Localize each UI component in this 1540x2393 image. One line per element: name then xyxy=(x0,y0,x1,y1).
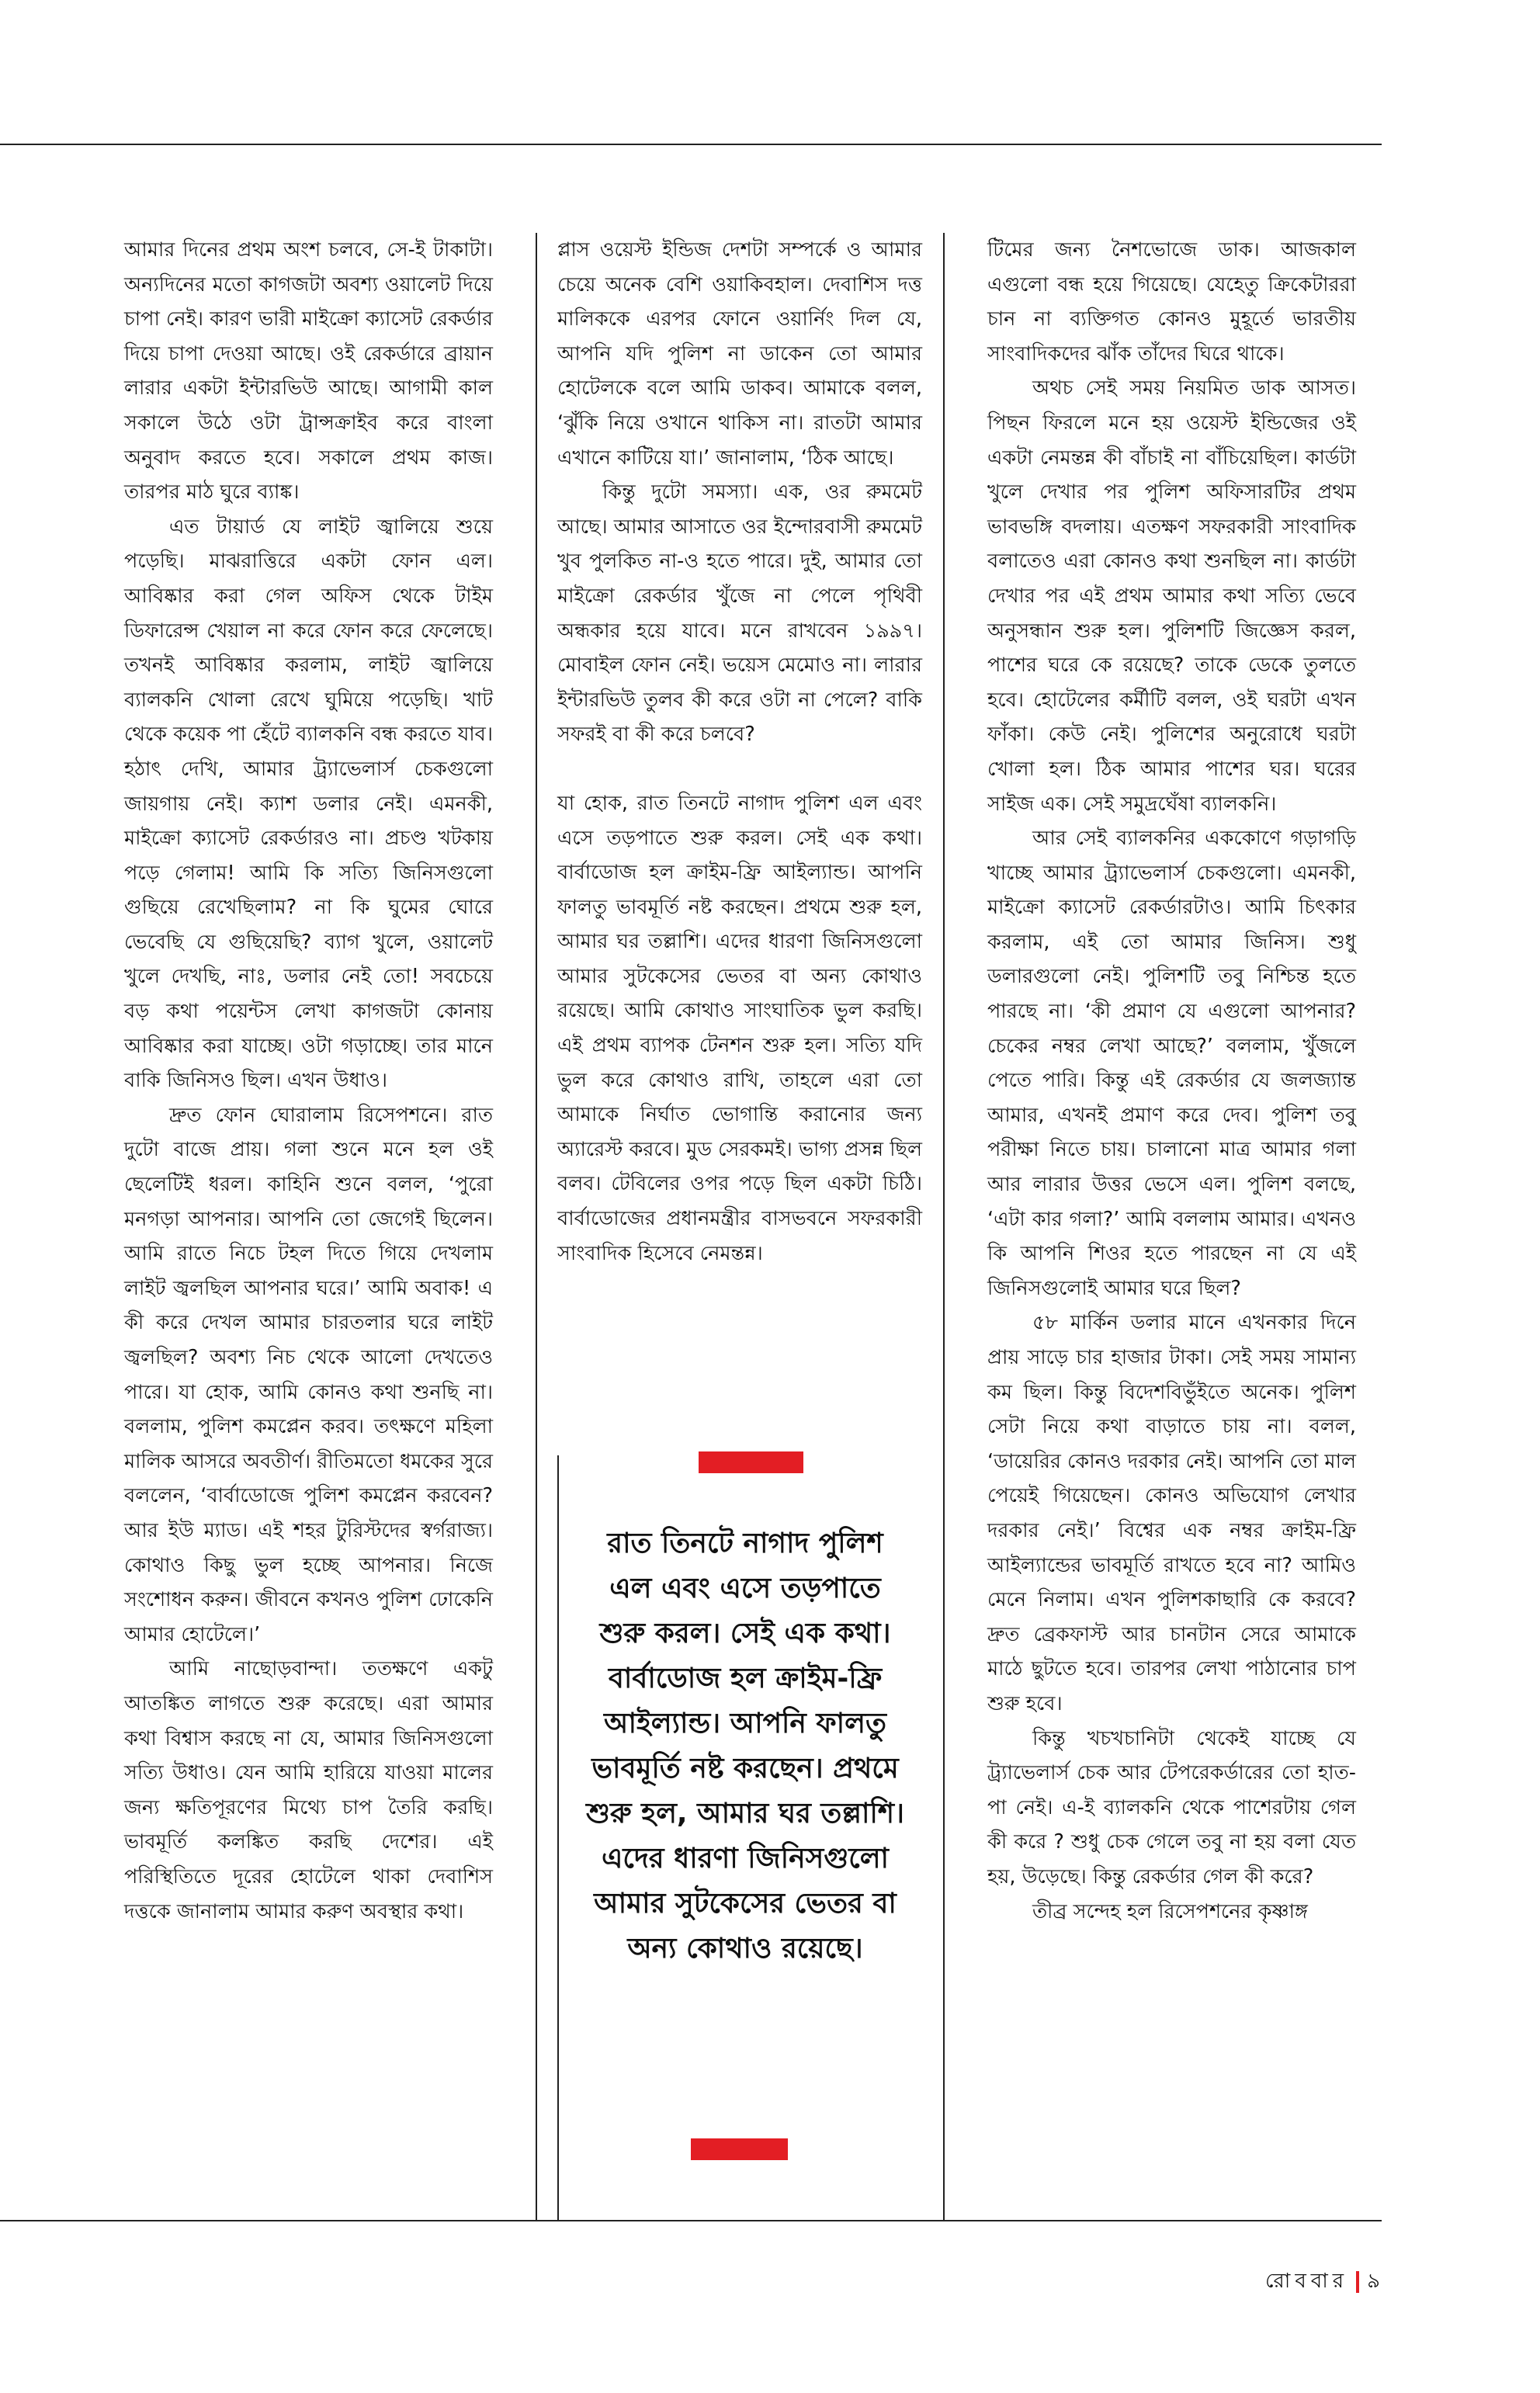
article-column-1 xyxy=(124,233,493,1929)
pull-quote: রাত তিনটে নাগাদ পুলিশ এল এবং এসে তড়পাতে শুরু করল। সেই এক কথা। বার্বাডোজ হল ক্রাইম-ফ্রি আইল্যান্ড। আপনি ফালতু ভাবমূর্তি নষ্ট করছেন। প্রথমে শুরু হল, আমার ঘর তল্লাশি। এদের ধারণা জিনিসগুলো আমার সুটকেসের ভেতর বা অন্য কোথাও রয়েছে। xyxy=(586,1528,904,1965)
paragraph: তীব্র সন্দেহ হল রিসেপশনের কৃষ্ণাঙ্গ xyxy=(1032,1899,1308,1923)
paragraph: আমার দিনের প্রথম অংশ চলবে, সে-ই টাকাটা। অন্যদিনের মতো কাগজটা অবশ্য ওয়ালেট দিয়ে চাপা নেই। কারণ ভারী মাইক্রো ক্যাসেট রেকর্ডার দিয়ে চাপা দেওয়া আছে। ওই রেকর্ডারে ব্রায়ান লারার একটা ইন্টারভিউ আছে। আগামী কাল সকালে উঠে ওটা ট্রান্সক্রাইব করে বাংলা অনুবাদ করতে হবে। সকালে প্রথম কাজ। তারপর মাঠ ঘুরে ব্যাঙ্ক। xyxy=(124,238,493,505)
page-number: ৯ xyxy=(1367,2270,1385,2293)
paragraph: কিন্তু খচখচানিটা থেকেই যাচ্ছে যে ট্র্যাভেলার্স চেক আর টেপরেকর্ডারের তো হাত-পা নেই। এ-ই ব্যালকনি থেকে পাশেরটায় গেল কী করে ? শুধু চেক গেলে তবু না হয় বলা যেত হয়, উড়েছে। কিন্তু রেকর্ডার গেল কী করে? xyxy=(987,1726,1356,1888)
top-rule xyxy=(0,144,1382,145)
paragraph: ৫৮ মার্কিন ডলার মানে এখনকার দিনে প্রায় সাড়ে চার হাজার টাকা। সেই সময় সামান্য কম ছিল। কিন্তু বিদেশবিভুঁইতে অনেক। পুলিশ সেটা নিয়ে কথা বাড়াতে চায় না। বলল, ‘ডায়েরির কোনও দরকার নেই। আপনি তো মাল পেয়েই গিয়েছেন। কোনও অভিযোগ লেখার দরকার নেই।’ বিশ্বের এক নম্বর ক্রাইম-ফ্রি আইল্যান্ডের ভাবমূর্তি রাখতে হবে না? আমিও মেনে নিলাম। এখন পুলিশকাছারি কে করবে? দ্রুত ব্রেকফাস্ট আর চানটান সেরে আমাকে মাঠে ছুটতে হবে। তারপর লেখা পাঠানোর চাপ শুরু হবে। xyxy=(987,1311,1356,1715)
paragraph: টিমের জন্য নৈশভোজে ডাক। আজকাল এগুলো বন্ধ হয়ে গিয়েছে। যেহেতু ক্রিকেটাররা চান না ব্যক্তিগত কোনও মুহূর্তে ভারতীয় সাংবাদিকদের ঝাঁক তাঁদের ঘিরে থাকে। xyxy=(987,238,1356,366)
paragraph: অথচ সেই সময় নিয়মিত ডাক আসত। পিছন ফিরলে মনে হয় ওয়েস্ট ইন্ডিজের ওই একটা নেমন্তন্ন কী বাঁচাই না বাঁচিয়েছিল। কার্ডটা খুলে দেখার পর পুলিশ অফিসারটির প্রথম ভাবভঙ্গি বদলায়। এতক্ষণ সফরকারী সাংবাদিক বলাতেও এরা কোনও কথা শুনছিল না। কার্ডটা দেখার পর এই প্রথম আমার কথা সত্যি ভেবে অনুসন্ধান শুরু হল। পুলিশটি জিজ্ঞেস করল, পাশের ঘরে কে রয়েছে? তাকে ডেকে তুলতে হবে। হোটেলের কর্মীটি বলল, ওই ঘরটা এখন ফাঁকা। কেউ নেই। পুলিশের অনুরোধে ঘরটা খোলা হল। ঠিক আমার পাশের ঘর। ঘরের সাইজ এক। সেই সমুদ্রঘেঁষা ব্যালকনি। xyxy=(987,376,1356,816)
paragraph: কিন্তু দুটো সমস্যা। এক, ওর রুমমেট আছে। আমার আসাতে ওর ইন্দোরবাসী রুমমেট খুব পুলকিত না-ও হতে পারে। দুই, আমার তো মাইক্রো রেকর্ডার খুঁজে না পেলে পৃথিবী অন্ধকার হয়ে যাবে। মনে রাখবেন ১৯৯৭। মোবাইল ফোন নেই। ভয়েস মেমোও না। লারার ইন্টারভিউ তুলব কী করে ওটা না পেলে? বাকি সফরই বা কী করে চলবে? xyxy=(557,480,922,747)
article-column-3 xyxy=(987,233,1356,1929)
paragraph: আমি নাছোড়বান্দা। ততক্ষণে একটু আতঙ্কিত লাগতে শুরু করেছে। এরা আমার কথা বিশ্বাস করছে না যে, আমার জিনিসগুলো সত্যি উধাও। যেন আমি হারিয়ে যাওয়া মালের জন্য ক্ষতিপূরণের মিথ্যে চাপ তৈরি করছি। ভাবমূর্তি কলঙ্কিত করছি দেশের। এই পরিস্থিতিতে দূরের হোটেলে থাকা দেবাশিস দত্তকে জানালাম আমার করুণ অবস্থার কথা। xyxy=(124,1657,493,1923)
column-separator xyxy=(943,233,945,2220)
magazine-name: রোববার xyxy=(1264,2270,1349,2293)
page-folio xyxy=(1265,2265,1385,2299)
article-column-2 xyxy=(557,233,922,1271)
paragraph: দ্রুত ফোন ঘোরালাম রিসেপশনে। রাত দুটো বাজে প্রায়। গলা শুনে মনে হল ওই ছেলেটিই ধরল। কাহিনি শুনে বলল, ‘পুরো মনগড়া আপনার। আপনি তো জেগেই ছিলেন। আমি রাতে নিচে টহল দিতে গিয়ে দেখলাম লাইট জ্বলছিল আপনার ঘরে।’ আমি অবাক! এ কী করে দেখল আমার চারতলার ঘরে লাইট জ্বলছিল? অবশ্য নিচ থেকে আলো দেখতেও পারে। যা হোক, আমি কোনও কথা শুনছি না। বললাম, পুলিশ কমপ্লেন করব। তৎক্ষণে মহিলা মালিক আসরে অবতীর্ণ। রীতিমতো ধমকের সুরে বললেন, ‘বার্বাডোজে পুলিশ কমপ্লেন করবেন? আর ইউ ম্যাড। এই শহর টুরিস্টদের স্বর্গরাজ্য। কোথাও কিছু ভুল হচ্ছে আপনার। নিজে সংশোধন করুন। জীবনে কখনও পুলিশ ঢোকেনি আমার হোটেলে।’ xyxy=(124,1103,493,1646)
paragraph: এত টায়ার্ড যে লাইট জ্বালিয়ে শুয়ে পড়েছি। মাঝরাত্তিরে একটা ফোন এল। আবিষ্কার করা গেল অফিস থেকে টাইম ডিফারেন্স খেয়াল না করে ফোন করে ফেলেছে। তখনই আবিষ্কার করলাম, লাইট জ্বালিয়ে ব্যালকনি খোলা রেখে ঘুমিয়ে পড়েছি। খাট থেকে কয়েক পা হেঁটে ব্যালকনি বন্ধ করতে যাব। হঠাৎ দেখি, আমার ট্র্যাভেলার্স চেকগুলো জায়গায় নেই। ক্যাশ ডলার নেই। এমনকী, মাইক্রো ক্যাসেট রেকর্ডারও না। প্রচণ্ড খটকায় পড়ে গেলাম! আমি কি সত্যি জিনিসগুলো গুছিয়ে রেখেছিলাম? না কি ঘুমের ঘোরে ভেবেছি যে গুছিয়েছি? ব্যাগ খুলে, ওয়ালেট খুলে দেখছি, নাঃ, ডলার নেই তো! সবচেয়ে বড় কথা পয়েন্টস লেখা কাগজটা কোনায় আবিষ্কার করা যাচ্ছে। ওটা গড়াচ্ছে। তার মানে বাকি জিনিসও ছিল। এখন উধাও। xyxy=(124,515,493,1093)
column-separator xyxy=(536,233,537,2220)
pull-quote-left-rule xyxy=(557,1455,559,2220)
pull-quote-bottom-bar xyxy=(691,2138,788,2160)
paragraph: আর সেই ব্যালকনির এককোণে গড়াগড়ি খাচ্ছে আমার ট্র্যাভেলার্স চেকগুলো। এমনকী, মাইক্রো ক্যাসেট রেকর্ডারটাও। আমি চিৎকার করলাম, এই তো আমার জিনিস। শুধু ডলারগুলো নেই। পুলিশটি তবু নিশ্চিন্ত হতে পারছে না। ‘কী প্রমাণ যে এগুলো আপনার? চেকের নম্বর লেখা আছে?’ বললাম, খুঁজলে পেতে পারি। কিন্তু এই রেকর্ডার যে জলজ্যান্ত আমার, এখনই প্রমাণ করে দেব। পুলিশ তবু পরীক্ষা নিতে চায়। চালানো মাত্র আমার গলা আর লারার উত্তর ভেসে এল। পুলিশ বলছে, ‘এটা কার গলা?’ আমি বললাম আমার। এখনও কি আপনি শিওর হতে পারছেন না যে এই জিনিসগুলোই আমার ঘরে ছিল? xyxy=(987,827,1356,1300)
bottom-rule xyxy=(0,2220,1382,2221)
folio-separator xyxy=(1356,2271,1359,2293)
paragraph: যা হোক, রাত তিনটে নাগাদ পুলিশ এল এবং এসে তড়পাতে শুরু করল। সেই এক কথা। বার্বাডোজ হল ক্রাইম-ফ্রি আইল্যান্ড। আপনি ফালতু ভাবমূর্তি নষ্ট করছেন। প্রথমে শুরু হল, আমার ঘর তল্লাশি। এদের ধারণা জিনিসগুলো আমার সুটকেসের ভেতর বা অন্য কোথাও রয়েছে। আমি কোথাও সাংঘাতিক ভুল করছি। এই প্রথম ব্যাপক টেনশন শুরু হল। সত্যি যদি ভুল করে কোথাও রাখি, তাহলে এরা তো আমাকে নির্ঘাত ভোগান্তি করানোর জন্য অ্যারেস্ট করবে। মুড সেরকমই। ভাগ্য প্রসন্ন ছিল বলব। টেবিলের ওপর পড়ে ছিল একটা চিঠি। বার্বাডোজের প্রধানমন্ত্রীর বাসভবনে সফরকারী সাংবাদিক হিসেবে নেমন্তন্ন। xyxy=(557,791,922,1265)
paragraph: প্লাস ওয়েস্ট ইন্ডিজ দেশটা সম্পর্কে ও আমার চেয়ে অনেক বেশি ওয়াকিবহাল। দেবাশিস দত্ত মালিককে এরপর ফোনে ওয়ার্নিং দিল যে, আপনি যদি পুলিশ না ডাকেন তো আমার হোটেলকে বলে আমি ডাকব। আমাকে বলল, ‘ঝুঁকি নিয়ে ওখানে থাকিস না। রাতটা আমার এখানে কাটিয়ে যা।’ জানালাম, ‘ঠিক আছে। xyxy=(557,238,922,470)
pull-quote-top-bar xyxy=(699,1451,803,1473)
